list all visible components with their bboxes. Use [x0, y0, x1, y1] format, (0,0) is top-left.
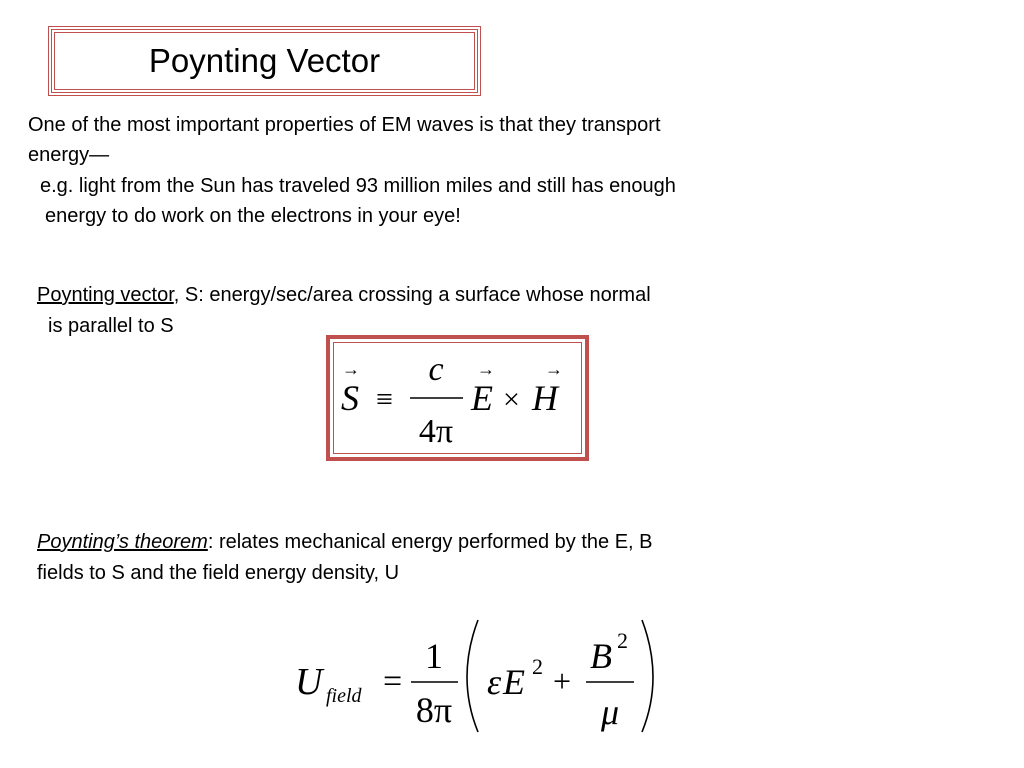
poynting-vector-definition-line-2: is parallel to S	[48, 315, 174, 337]
eq2-right-paren	[642, 620, 653, 732]
eq2-mu: μ	[600, 692, 620, 732]
eq2-e: E	[503, 662, 525, 702]
poynting-theorem-term: Poynting’s theorem	[37, 531, 208, 553]
poynting-vector-term: Poynting vector	[37, 284, 174, 306]
eq2-b: B	[590, 636, 612, 676]
eq1-arrow-e: →	[477, 359, 495, 379]
eq2-u: U	[295, 661, 323, 703]
title-box	[48, 26, 481, 96]
eq2-epsilon: ε	[487, 662, 502, 702]
intro-line-2: energy—	[28, 144, 110, 166]
intro-line-1: One of the most important properties of EM waves is that they transport	[28, 114, 661, 136]
eq1-numerator: c	[428, 351, 444, 388]
eq1-s: S	[341, 378, 359, 418]
eq1-e: E	[471, 378, 493, 418]
eq1-arrow-h: →	[545, 359, 563, 379]
poynting-vector-definition	[37, 280, 651, 310]
eq2-one: 1	[425, 636, 443, 676]
eq1-h: H	[532, 378, 558, 418]
eq2-plus: +	[553, 663, 572, 699]
poynting-equation	[326, 335, 589, 461]
poynting-theorem-line-2: fields to S and the field energy density, U	[37, 562, 400, 584]
eq2-left-paren	[467, 620, 478, 732]
eq1-equiv: ≡	[376, 383, 393, 416]
eq2-eight-pi: 8π	[415, 690, 453, 730]
eq2-subscript: field	[326, 685, 362, 707]
poynting-theorem-line-1	[37, 527, 653, 557]
eq1-denominator: 4π	[418, 413, 454, 450]
intro-line-4: energy to do work on the electrons in your eye!	[45, 205, 461, 227]
eq1-cross: ×	[503, 383, 520, 416]
eq2-e-exp: 2	[532, 654, 543, 679]
poynting-vector-definition-text: , S: energy/sec/area crossing a surface whose normal	[173, 284, 651, 306]
energy-density-equation	[290, 612, 670, 742]
eq1-arrow-s: →	[342, 359, 360, 379]
eq2-equals: =	[383, 663, 403, 700]
poynting-theorem-text: : relates mechanical energy performed by the E, B	[207, 531, 653, 553]
slide-title: Poynting Vector	[148, 42, 381, 79]
intro-line-3: e.g. light from the Sun has traveled 93 million miles and still has enough	[40, 175, 676, 197]
eq2-b-exp: 2	[617, 628, 628, 653]
